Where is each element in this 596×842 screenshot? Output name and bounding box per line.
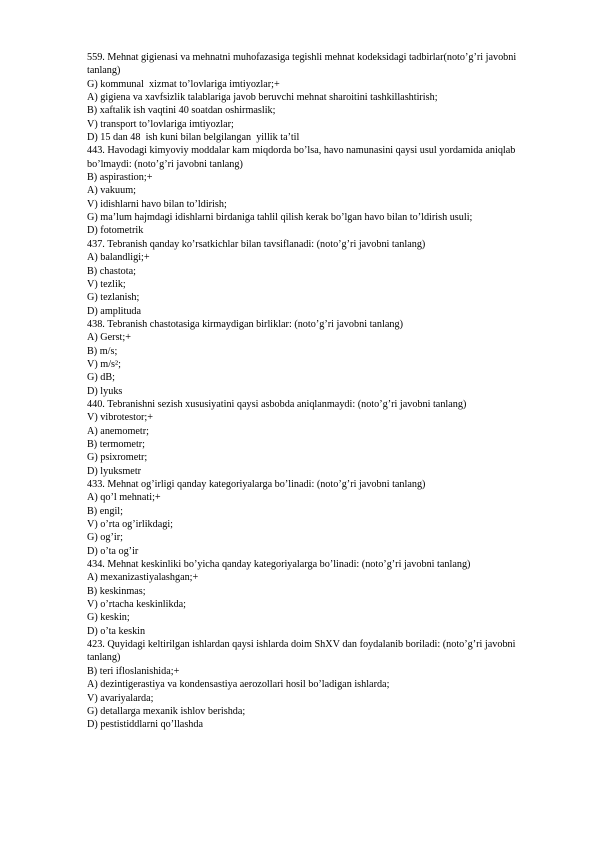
answer-option: D) pestistiddlarni qo’llashda [87,719,204,731]
answer-option: D) amplituda [87,305,142,317]
answer-option: B) keskinmas; [87,585,146,597]
question-block [87,638,539,731]
answer-option: G) kommunal xizmat to’lovlariga imtiyozlar;+ [87,78,280,90]
answer-option: A) balandligi;+ [87,252,150,264]
answer-option: V) o’rta og’irlikdagi; [87,519,174,531]
answer-option: V) m/s²; [87,358,121,370]
answer-option: G) psixrometr; [87,452,148,464]
answer-option: D) lyuksmetr [87,465,142,477]
answer-option: B) aspirastion;+ [87,172,153,184]
answer-option: A) mexanizastiyalashgan;+ [87,572,199,584]
answer-option: A) dezintigerastiya va kondensastiya aerozollari hosil bo’ladigan ishlarda; [87,679,390,691]
answer-option: G) og’ir; [87,532,123,544]
answer-option: B) chastota; [87,265,136,277]
question-text: 440. Tebranishni sezish xususiyatini qaysi asbobda aniqlanmaydi: (noto’g’ri javobni tanlang) [87,398,467,410]
question-block [87,558,539,638]
answer-option: V) vibrotestor;+ [87,412,154,424]
answer-option: G) tezlanish; [87,292,140,304]
question-block [87,478,539,558]
answer-option: B) xaftalik ish vaqtini 40 soatdan oshirmaslik; [87,105,276,117]
answer-option: G) ma’lum hajmdagi idishlarni birdaniga tahlil qilish kerak bo’lgan havo bilan to’ldirish usuli; [87,212,473,224]
answer-option: B) teri ifloslanishida;+ [87,665,180,677]
question-block [87,318,539,398]
question-text: 438. Tebranish chastotasiga kirmaydigan birliklar: (noto’g’ri javobni tanlang) [87,318,403,330]
question-block [87,144,539,237]
answer-option: G) detallarga mexanik ishlov berishda; [87,705,246,717]
answer-option: V) avariyalarda; [87,692,154,704]
answer-option: V) o’rtacha keskinlikda; [87,599,187,611]
answer-option: D) o’ta og’ir [87,545,139,557]
answer-option: B) termometr; [87,438,145,450]
question-text: 437. Tebranish qanday ko’rsatkichlar bilan tavsiflanadi: (noto’g’ri javobni tanlang) [87,238,426,250]
question-text: 434. Mehnat keskinliki bo’yicha qanday kategoriyalarga bo’linadi: (noto’g’ri javobni tanlang) [87,559,471,571]
answer-option: A) vakuum; [87,185,136,197]
answer-option: A) Gerst;+ [87,332,131,344]
answer-option: D) fotometrik [87,225,144,237]
question-text: 433. Mehnat og’irligi qanday kategoriyalarga bo’linadi: (noto’g’ri javobni tanlang) [87,479,426,490]
question-text: 443. Havodagi kimyoviy moddalar kam miqdorda bo’lsa, havo namunasini qaysi usul yordamida aniqlab bo’lmaydi: (noto’g’ri javobni tanlang) [87,145,518,170]
answer-option: G) keskin; [87,612,130,624]
answer-option: D) o’ta keskin [87,625,146,637]
question-text: 559. Mehnat gigienasi va mehnatni muhofazasiga tegishli mehnat kodeksidagi tadbirlar(noto’g’ri javobni tanlang) [87,52,519,77]
answer-option: D) 15 dan 48 ish kuni bilan belgilangan yillik ta’til [87,132,300,144]
answer-option: A) gigiena va xavfsizlik talablariga javob beruvchi mehnat sharoitini tashkillashtirish; [87,92,438,104]
answer-option: D) lyuks [87,385,123,397]
answer-option: V) tezlik; [87,278,126,290]
answer-option: B) engil; [87,505,123,517]
question-block [87,398,539,478]
answer-option: A) anemometr; [87,425,149,437]
question-block [87,238,539,318]
answer-option: B) m/s; [87,345,118,357]
document-body [87,51,539,732]
answer-option: A) qo’l mehnati;+ [87,492,161,504]
answer-option: V) idishlarni havo bilan to’ldirish; [87,198,227,210]
question-text: 423. Quyidagi keltirilgan ishlardan qaysi ishlarda doim ShXV dan foydalanib boriladi: (noto’g’ri javobni tanlang) [87,639,519,664]
question-block [87,51,539,144]
answer-option: G) dB; [87,372,116,384]
answer-option: V) transport to’lovlariga imtiyozlar; [87,118,234,130]
